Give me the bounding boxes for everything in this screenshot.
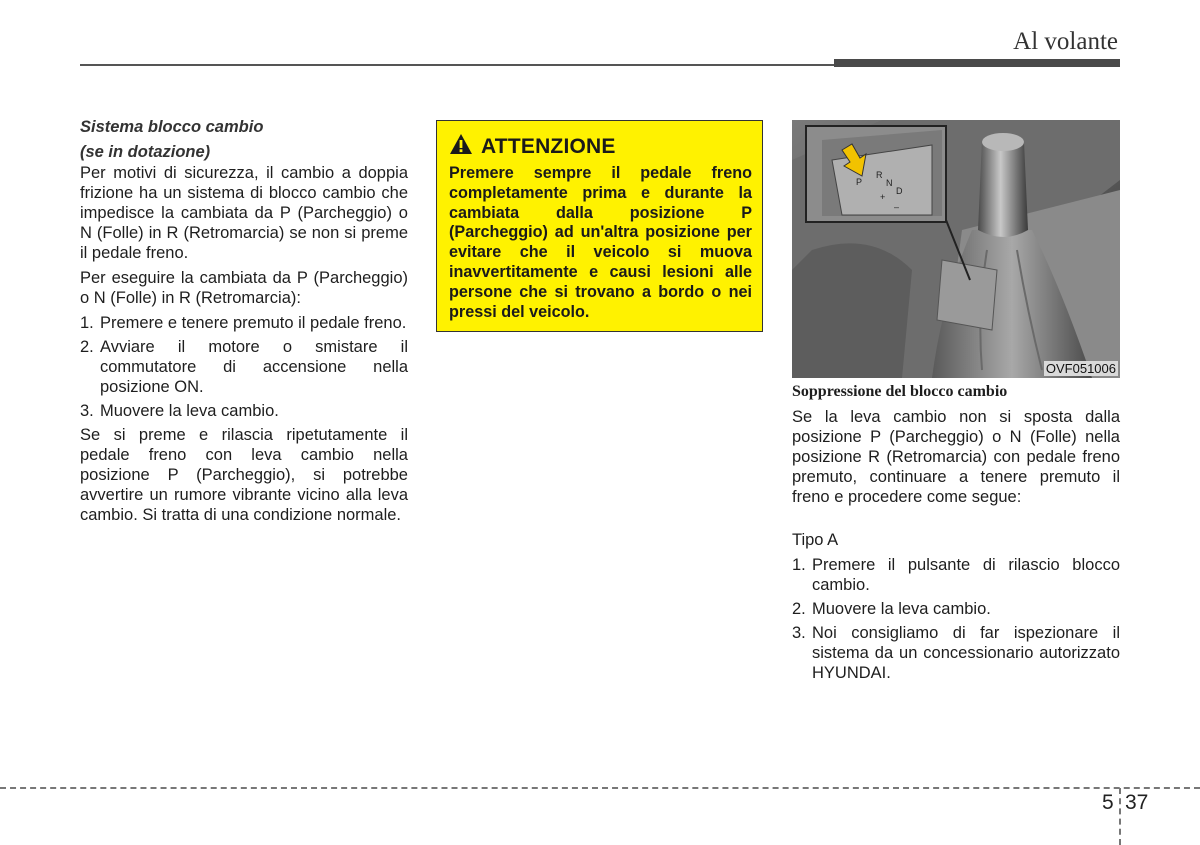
step-number: 3. <box>792 624 806 642</box>
gear-label-n: N <box>886 178 893 188</box>
steps-list <box>80 313 408 421</box>
spacer <box>792 512 1120 530</box>
paragraph: Per motivi di sicurezza, il cambio a doppia frizione ha un sistema di blocco cambio che impedisce la cambiata da P (Parcheggio) o N (Folle) in R (Retromarcia) se non si preme il pedale freno. <box>80 164 408 262</box>
step-number: 1. <box>792 556 806 574</box>
header-rule-accent <box>834 59 1120 67</box>
footer-divider <box>0 787 1200 789</box>
paragraph: Se si preme e rilascia ripetutamente il pedale freno con leva cambio nella posizione P (Parcheggio), si potrebbe avvertire un rumore vibrante vicino alla leva cambio. Si tratta di una condizione normale. <box>80 426 408 524</box>
warning-box <box>436 120 763 332</box>
section-heading: Sistema blocco cambio <box>80 118 264 136</box>
paragraph: Per eseguire la cambiata da P (Parcheggio) o N (Folle) in R (Retromarcia): <box>80 269 408 307</box>
list-item <box>80 313 408 333</box>
step-text: Premere il pulsante di rilascio blocco cambio. <box>812 556 1120 594</box>
gear-label-p: P <box>856 177 863 187</box>
list-item <box>792 623 1120 683</box>
warning-text: Premere sempre il pedale freno completamente prima e durante la cambiata dalla posizione P (Parcheggio) ad un'altra posizione per evitare che il veicolo si muova inavvertitamente e causi lesioni alle persone che si trovano a bordo o nei pressi del veicolo. <box>449 164 752 321</box>
list-item <box>792 599 1120 619</box>
type-label: Tipo A <box>792 531 839 549</box>
footer-page-divider <box>1119 788 1121 845</box>
left-column <box>80 117 408 530</box>
section-heading-note: (se in dotazione) <box>80 143 211 161</box>
step-text: Avviare il motore o smistare il commutatore di accensione nella posizione ON. <box>100 338 408 396</box>
steps-list <box>792 555 1120 683</box>
chapter-number: 5 <box>1102 791 1114 814</box>
step-text: Muovere la leva cambio. <box>100 402 279 420</box>
header-rule <box>80 64 840 66</box>
chapter-title: Al volante <box>1013 28 1118 55</box>
warning-header <box>449 133 752 160</box>
gear-label-minus: – <box>894 202 900 212</box>
gear-label-d: D <box>896 186 903 196</box>
warning-title: ATTENZIONE <box>481 134 616 158</box>
step-number: 2. <box>80 338 94 356</box>
right-column <box>792 382 1120 687</box>
figure-code: OVF051006 <box>1045 361 1116 376</box>
gear-label-r: R <box>876 170 883 180</box>
list-item <box>792 555 1120 595</box>
figure-caption-heading: Soppressione del blocco cambio <box>792 383 1008 400</box>
step-number: 3. <box>80 402 94 420</box>
gear-shift-illustration <box>792 120 1120 378</box>
gear-shift-photo <box>792 120 1120 378</box>
page-number: 37 <box>1125 791 1149 814</box>
list-item <box>80 401 408 421</box>
step-number: 1. <box>80 314 94 332</box>
paragraph: Se la leva cambio non si sposta dalla posizione P (Parcheggio) o N (Folle) nella posizione R (Retromarcia) con pedale freno premuto, continuare a tenere premuto il freno e procedere come segue: <box>792 408 1120 506</box>
gear-label-plus: + <box>880 192 886 202</box>
step-text: Noi consigliamo di far ispezionare il sistema da un concessionario autorizzato HYUNDAI. <box>812 624 1120 682</box>
step-text: Premere e tenere premuto il pedale freno. <box>100 314 407 332</box>
warning-triangle-icon <box>449 133 473 160</box>
step-number: 2. <box>792 600 806 618</box>
step-text: Muovere la leva cambio. <box>812 600 991 618</box>
list-item <box>80 337 408 397</box>
